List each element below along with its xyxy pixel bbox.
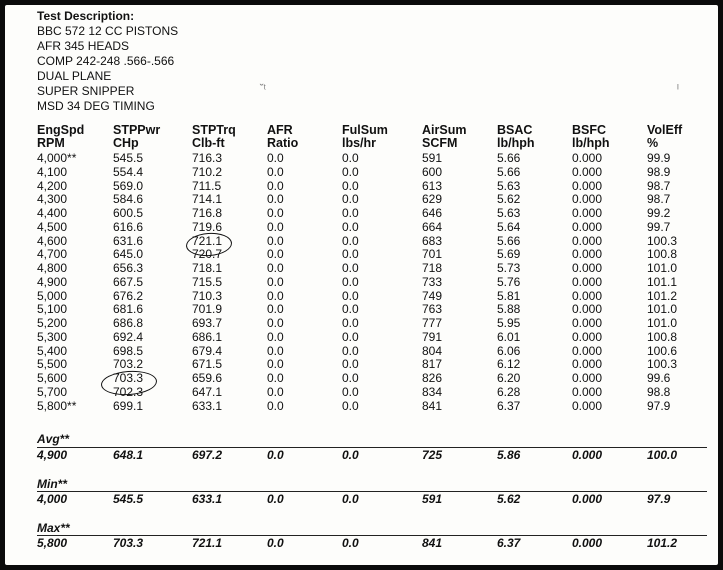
stppwr-cell: 584.6 bbox=[113, 192, 144, 206]
description-line: DUAL PLANE bbox=[37, 69, 112, 83]
stptrq-cell: 701.9 bbox=[192, 302, 223, 316]
fulsum-cell: 0.0 bbox=[342, 261, 359, 275]
bsac-cell: 5.63 bbox=[497, 206, 521, 220]
voleff-cell: 98.7 bbox=[647, 179, 671, 193]
stptrq-header: STPTrq bbox=[192, 123, 236, 137]
stppwr-summary-cell: 545.5 bbox=[113, 492, 144, 506]
voleff-unit: % bbox=[647, 136, 659, 150]
voleff-cell: 101.0 bbox=[647, 302, 678, 316]
afr-cell: 0.0 bbox=[267, 371, 284, 385]
table-row bbox=[5, 235, 718, 248]
engspd-cell: 4,500 bbox=[37, 220, 68, 234]
airsum-cell: 629 bbox=[422, 192, 443, 206]
bsfc-cell: 0.000 bbox=[572, 371, 603, 385]
bsfc-cell: 0.000 bbox=[572, 192, 603, 206]
airsum-cell: 763 bbox=[422, 302, 443, 316]
summary-rule bbox=[37, 535, 707, 536]
table-row bbox=[5, 152, 718, 165]
stptrq-cell: 647.1 bbox=[192, 385, 223, 399]
afr-unit: Ratio bbox=[267, 136, 299, 150]
airsum-cell: 826 bbox=[422, 371, 443, 385]
stppwr-cell: 686.8 bbox=[113, 316, 144, 330]
voleff-cell: 100.6 bbox=[647, 344, 678, 358]
afr-cell: 0.0 bbox=[267, 289, 284, 303]
stptrq-cell: 686.1 bbox=[192, 330, 223, 344]
bsac-cell: 5.76 bbox=[497, 275, 521, 289]
table-row bbox=[5, 358, 718, 371]
voleff-cell: 101.0 bbox=[647, 316, 678, 330]
bsfc-cell: 0.000 bbox=[572, 179, 603, 193]
stptrq-cell: 719.6 bbox=[192, 220, 223, 234]
fulsum-cell: 0.0 bbox=[342, 399, 359, 413]
fulsum-cell: 0.0 bbox=[342, 275, 359, 289]
bsac-unit: lb/hph bbox=[497, 136, 535, 150]
voleff-cell: 98.8 bbox=[647, 385, 671, 399]
afr-cell: 0.0 bbox=[267, 220, 284, 234]
stppwr-cell: 692.4 bbox=[113, 330, 144, 344]
afr-cell: 0.0 bbox=[267, 357, 284, 371]
bsac-cell: 6.01 bbox=[497, 330, 521, 344]
afr-cell: 0.0 bbox=[267, 330, 284, 344]
bsfc-unit: lb/hph bbox=[572, 136, 610, 150]
airsum-cell: 841 bbox=[422, 399, 443, 413]
bsfc-cell: 0.000 bbox=[572, 206, 603, 220]
summary-label: Min** bbox=[37, 477, 67, 491]
bsac-cell: 5.66 bbox=[497, 165, 521, 179]
afr-cell: 0.0 bbox=[267, 192, 284, 206]
stptrq-cell: 659.6 bbox=[192, 371, 223, 385]
bsac-cell: 6.28 bbox=[497, 385, 521, 399]
stppwr-cell: 616.6 bbox=[113, 220, 144, 234]
bsfc-cell: 0.000 bbox=[572, 165, 603, 179]
airsum-cell: 733 bbox=[422, 275, 443, 289]
description-line: AFR 345 HEADS bbox=[37, 39, 130, 53]
fulsum-summary-cell: 0.0 bbox=[342, 492, 359, 506]
bsac-cell: 5.66 bbox=[497, 234, 521, 248]
bsfc-summary-cell: 0.000 bbox=[572, 536, 603, 550]
airsum-cell: 613 bbox=[422, 179, 443, 193]
airsum-cell: 834 bbox=[422, 385, 443, 399]
fulsum-cell: 0.0 bbox=[342, 289, 359, 303]
table-row bbox=[5, 345, 718, 358]
stptrq-summary-cell: 633.1 bbox=[192, 492, 223, 506]
description-line: COMP 242-248 .566-.566 bbox=[37, 54, 175, 68]
fulsum-cell: 0.0 bbox=[342, 151, 359, 165]
engspd-header: EngSpd bbox=[37, 123, 85, 137]
description-line: MSD 34 DEG TIMING bbox=[37, 99, 155, 113]
afr-cell: 0.0 bbox=[267, 234, 284, 248]
bsac-cell: 5.66 bbox=[497, 151, 521, 165]
stppwr-cell: 667.5 bbox=[113, 275, 144, 289]
engspd-cell: 5,200 bbox=[37, 316, 68, 330]
stppwr-cell: 545.5 bbox=[113, 151, 144, 165]
bsfc-cell: 0.000 bbox=[572, 330, 603, 344]
bsac-cell: 5.64 bbox=[497, 220, 521, 234]
stppwr-cell: 698.5 bbox=[113, 344, 144, 358]
summary-row bbox=[5, 537, 718, 550]
airsum-cell: 591 bbox=[422, 151, 443, 165]
fulsum-cell: 0.0 bbox=[342, 357, 359, 371]
engspd-cell: 4,200 bbox=[37, 179, 68, 193]
stptrq-cell: 693.7 bbox=[192, 316, 223, 330]
fulsum-cell: 0.0 bbox=[342, 316, 359, 330]
summary-label: Max** bbox=[37, 521, 70, 535]
voleff-cell: 101.0 bbox=[647, 261, 678, 275]
stppwr-cell: 699.1 bbox=[113, 399, 144, 413]
engspd-cell: 5,700 bbox=[37, 385, 68, 399]
engspd-cell: 4,000** bbox=[37, 151, 77, 165]
stptrq-summary-cell: 721.1 bbox=[192, 536, 223, 550]
fulsum-summary-cell: 0.0 bbox=[342, 536, 359, 550]
fulsum-cell: 0.0 bbox=[342, 371, 359, 385]
description-line: SUPER SNIPPER bbox=[37, 84, 135, 98]
airsum-cell: 664 bbox=[422, 220, 443, 234]
description-line: BBC 572 12 CC PISTONS bbox=[37, 24, 179, 38]
bsfc-cell: 0.000 bbox=[572, 247, 603, 261]
fulsum-header: FulSum bbox=[342, 123, 388, 137]
bsfc-cell: 0.000 bbox=[572, 151, 603, 165]
voleff-cell: 100.8 bbox=[647, 330, 678, 344]
airsum-summary-cell: 591 bbox=[422, 492, 443, 506]
voleff-header: VolEff bbox=[647, 123, 683, 137]
engspd-summary-cell: 4,900 bbox=[37, 448, 68, 462]
stptrq-cell: 711.5 bbox=[192, 179, 222, 193]
table-row bbox=[5, 317, 718, 330]
fulsum-cell: 0.0 bbox=[342, 179, 359, 193]
bsfc-cell: 0.000 bbox=[572, 399, 603, 413]
engspd-cell: 5,600 bbox=[37, 371, 68, 385]
stppwr-cell: 702.3 bbox=[113, 385, 144, 399]
fulsum-cell: 0.0 bbox=[342, 206, 359, 220]
airsum-summary-cell: 841 bbox=[422, 536, 443, 550]
engspd-cell: 4,900 bbox=[37, 275, 68, 289]
stptrq-summary-cell: 697.2 bbox=[192, 448, 223, 462]
bsac-cell: 5.69 bbox=[497, 247, 521, 261]
voleff-cell: 99.2 bbox=[647, 206, 671, 220]
bsac-cell: 5.95 bbox=[497, 316, 521, 330]
fulsum-unit: lbs/hr bbox=[342, 136, 377, 150]
stppwr-summary-cell: 703.3 bbox=[113, 536, 144, 550]
airsum-cell: 683 bbox=[422, 234, 443, 248]
stptrq-cell: 721.1 bbox=[192, 234, 223, 248]
voleff-summary-cell: 100.0 bbox=[647, 448, 678, 462]
stppwr-cell: 554.4 bbox=[113, 165, 144, 179]
voleff-cell: 99.9 bbox=[647, 151, 671, 165]
stray-mark: ᴵ bbox=[677, 83, 679, 95]
table-row bbox=[5, 221, 718, 234]
airsum-cell: 600 bbox=[422, 165, 443, 179]
table-row bbox=[5, 290, 718, 303]
voleff-cell: 99.7 bbox=[647, 220, 671, 234]
table-row bbox=[5, 262, 718, 275]
voleff-cell: 98.7 bbox=[647, 192, 671, 206]
stppwr-header: STPPwr bbox=[113, 123, 161, 137]
stppwr-cell: 676.2 bbox=[113, 289, 144, 303]
bsac-cell: 6.06 bbox=[497, 344, 521, 358]
fulsum-cell: 0.0 bbox=[342, 344, 359, 358]
afr-cell: 0.0 bbox=[267, 247, 284, 261]
afr-cell: 0.0 bbox=[267, 165, 284, 179]
dyno-sheet bbox=[5, 5, 718, 565]
engspd-cell: 5,100 bbox=[37, 302, 68, 316]
airsum-cell: 777 bbox=[422, 316, 443, 330]
airsum-cell: 646 bbox=[422, 206, 443, 220]
stptrq-cell: 679.4 bbox=[192, 344, 223, 358]
afr-summary-cell: 0.0 bbox=[267, 536, 284, 550]
engspd-cell: 4,300 bbox=[37, 192, 68, 206]
stppwr-cell: 656.3 bbox=[113, 261, 144, 275]
afr-cell: 0.0 bbox=[267, 151, 284, 165]
afr-summary-cell: 0.0 bbox=[267, 448, 284, 462]
table-row bbox=[5, 303, 718, 316]
engspd-cell: 4,800 bbox=[37, 261, 68, 275]
engspd-cell: 5,400 bbox=[37, 344, 68, 358]
fulsum-summary-cell: 0.0 bbox=[342, 448, 359, 462]
engspd-summary-cell: 4,000 bbox=[37, 492, 68, 506]
stppwr-cell: 631.6 bbox=[113, 234, 144, 248]
engspd-cell: 4,400 bbox=[37, 206, 68, 220]
table-row bbox=[5, 180, 718, 193]
engspd-cell: 5,800** bbox=[37, 399, 77, 413]
stppwr-summary-cell: 648.1 bbox=[113, 448, 144, 462]
engspd-cell: 4,700 bbox=[37, 247, 68, 261]
engspd-cell: 4,600 bbox=[37, 234, 68, 248]
bsfc-cell: 0.000 bbox=[572, 316, 603, 330]
airsum-cell: 791 bbox=[422, 330, 443, 344]
fulsum-cell: 0.0 bbox=[342, 330, 359, 344]
airsum-summary-cell: 725 bbox=[422, 448, 443, 462]
voleff-cell: 101.2 bbox=[647, 289, 678, 303]
engspd-cell: 4,100 bbox=[37, 165, 68, 179]
voleff-cell: 100.8 bbox=[647, 247, 678, 261]
afr-cell: 0.0 bbox=[267, 206, 284, 220]
fulsum-cell: 0.0 bbox=[342, 234, 359, 248]
bsac-summary-cell: 6.37 bbox=[497, 536, 521, 550]
bsac-cell: 6.20 bbox=[497, 371, 521, 385]
bsfc-cell: 0.000 bbox=[572, 275, 603, 289]
afr-cell: 0.0 bbox=[267, 385, 284, 399]
airsum-cell: 817 bbox=[422, 357, 443, 371]
stppwr-cell: 681.6 bbox=[113, 302, 144, 316]
bsfc-cell: 0.000 bbox=[572, 234, 603, 248]
description-title: Test Description: bbox=[37, 9, 135, 23]
stptrq-cell: 720.7 bbox=[192, 247, 223, 261]
bsac-cell: 6.12 bbox=[497, 357, 521, 371]
stptrq-cell: 716.3 bbox=[192, 151, 223, 165]
fulsum-cell: 0.0 bbox=[342, 192, 359, 206]
summary-rule bbox=[37, 491, 707, 492]
summary-rule bbox=[37, 447, 707, 448]
summary-row bbox=[5, 493, 718, 506]
fulsum-cell: 0.0 bbox=[342, 302, 359, 316]
airsum-header: AirSum bbox=[422, 123, 467, 137]
voleff-summary-cell: 101.2 bbox=[647, 536, 678, 550]
stptrq-cell: 671.5 bbox=[192, 357, 223, 371]
header-units-row bbox=[5, 137, 718, 150]
engspd-summary-cell: 5,800 bbox=[37, 536, 68, 550]
bsfc-summary-cell: 0.000 bbox=[572, 492, 603, 506]
bsac-cell: 5.63 bbox=[497, 179, 521, 193]
table-row bbox=[5, 331, 718, 344]
stppwr-unit: CHp bbox=[113, 136, 139, 150]
bsac-cell: 5.88 bbox=[497, 302, 521, 316]
bsfc-cell: 0.000 bbox=[572, 385, 603, 399]
afr-cell: 0.0 bbox=[267, 275, 284, 289]
fulsum-cell: 0.0 bbox=[342, 165, 359, 179]
engspd-unit: RPM bbox=[37, 136, 65, 150]
table-row bbox=[5, 400, 718, 413]
fulsum-cell: 0.0 bbox=[342, 220, 359, 234]
bsfc-summary-cell: 0.000 bbox=[572, 448, 603, 462]
stptrq-cell: 718.1 bbox=[192, 261, 223, 275]
airsum-unit: SCFM bbox=[422, 136, 458, 150]
stppwr-cell: 645.0 bbox=[113, 247, 144, 261]
engspd-cell: 5,300 bbox=[37, 330, 68, 344]
airsum-cell: 804 bbox=[422, 344, 443, 358]
bsfc-cell: 0.000 bbox=[572, 220, 603, 234]
bsfc-cell: 0.000 bbox=[572, 357, 603, 371]
afr-cell: 0.0 bbox=[267, 399, 284, 413]
stptrq-cell: 714.1 bbox=[192, 192, 223, 206]
voleff-cell: 97.9 bbox=[647, 399, 671, 413]
stptrq-cell: 633.1 bbox=[192, 399, 223, 413]
bsac-cell: 6.37 bbox=[497, 399, 521, 413]
test-description bbox=[37, 9, 178, 114]
bsfc-cell: 0.000 bbox=[572, 344, 603, 358]
stppwr-cell: 600.5 bbox=[113, 206, 144, 220]
bsac-header: BSAC bbox=[497, 123, 533, 137]
airsum-cell: 749 bbox=[422, 289, 443, 303]
afr-summary-cell: 0.0 bbox=[267, 492, 284, 506]
engspd-cell: 5,500 bbox=[37, 357, 68, 371]
voleff-summary-cell: 97.9 bbox=[647, 492, 671, 506]
summary-row bbox=[5, 449, 718, 462]
stppwr-cell: 703.3 bbox=[113, 371, 144, 385]
table-row bbox=[5, 276, 718, 289]
airsum-cell: 718 bbox=[422, 261, 443, 275]
table-row bbox=[5, 166, 718, 179]
table-row bbox=[5, 207, 718, 220]
stptrq-unit: Clb-ft bbox=[192, 136, 225, 150]
afr-cell: 0.0 bbox=[267, 302, 284, 316]
bsac-summary-cell: 5.62 bbox=[497, 492, 521, 506]
summary-label: Avg** bbox=[37, 432, 70, 446]
afr-header: AFR bbox=[267, 123, 293, 137]
bsfc-cell: 0.000 bbox=[572, 261, 603, 275]
bsac-cell: 5.81 bbox=[497, 289, 521, 303]
voleff-cell: 99.6 bbox=[647, 371, 671, 385]
stptrq-cell: 710.2 bbox=[192, 165, 223, 179]
voleff-cell: 100.3 bbox=[647, 234, 678, 248]
bsfc-cell: 0.000 bbox=[572, 289, 603, 303]
stppwr-cell: 569.0 bbox=[113, 179, 144, 193]
bsac-summary-cell: 5.86 bbox=[497, 448, 521, 462]
airsum-cell: 701 bbox=[422, 247, 443, 261]
bsac-cell: 5.62 bbox=[497, 192, 521, 206]
stppwr-cell: 703.2 bbox=[113, 357, 144, 371]
stray-mark: ˘ᵗ bbox=[260, 83, 267, 95]
table-row bbox=[5, 248, 718, 261]
voleff-cell: 100.3 bbox=[647, 357, 678, 371]
stptrq-cell: 710.3 bbox=[192, 289, 223, 303]
afr-cell: 0.0 bbox=[267, 179, 284, 193]
bsfc-cell: 0.000 bbox=[572, 302, 603, 316]
voleff-cell: 98.9 bbox=[647, 165, 671, 179]
afr-cell: 0.0 bbox=[267, 344, 284, 358]
bsac-cell: 5.73 bbox=[497, 261, 521, 275]
table-row bbox=[5, 193, 718, 206]
voleff-cell: 101.1 bbox=[647, 275, 678, 289]
afr-cell: 0.0 bbox=[267, 316, 284, 330]
bsfc-header: BSFC bbox=[572, 123, 607, 137]
engspd-cell: 5,000 bbox=[37, 289, 68, 303]
fulsum-cell: 0.0 bbox=[342, 385, 359, 399]
stptrq-cell: 715.5 bbox=[192, 275, 223, 289]
fulsum-cell: 0.0 bbox=[342, 247, 359, 261]
stptrq-cell: 716.8 bbox=[192, 206, 223, 220]
afr-cell: 0.0 bbox=[267, 261, 284, 275]
